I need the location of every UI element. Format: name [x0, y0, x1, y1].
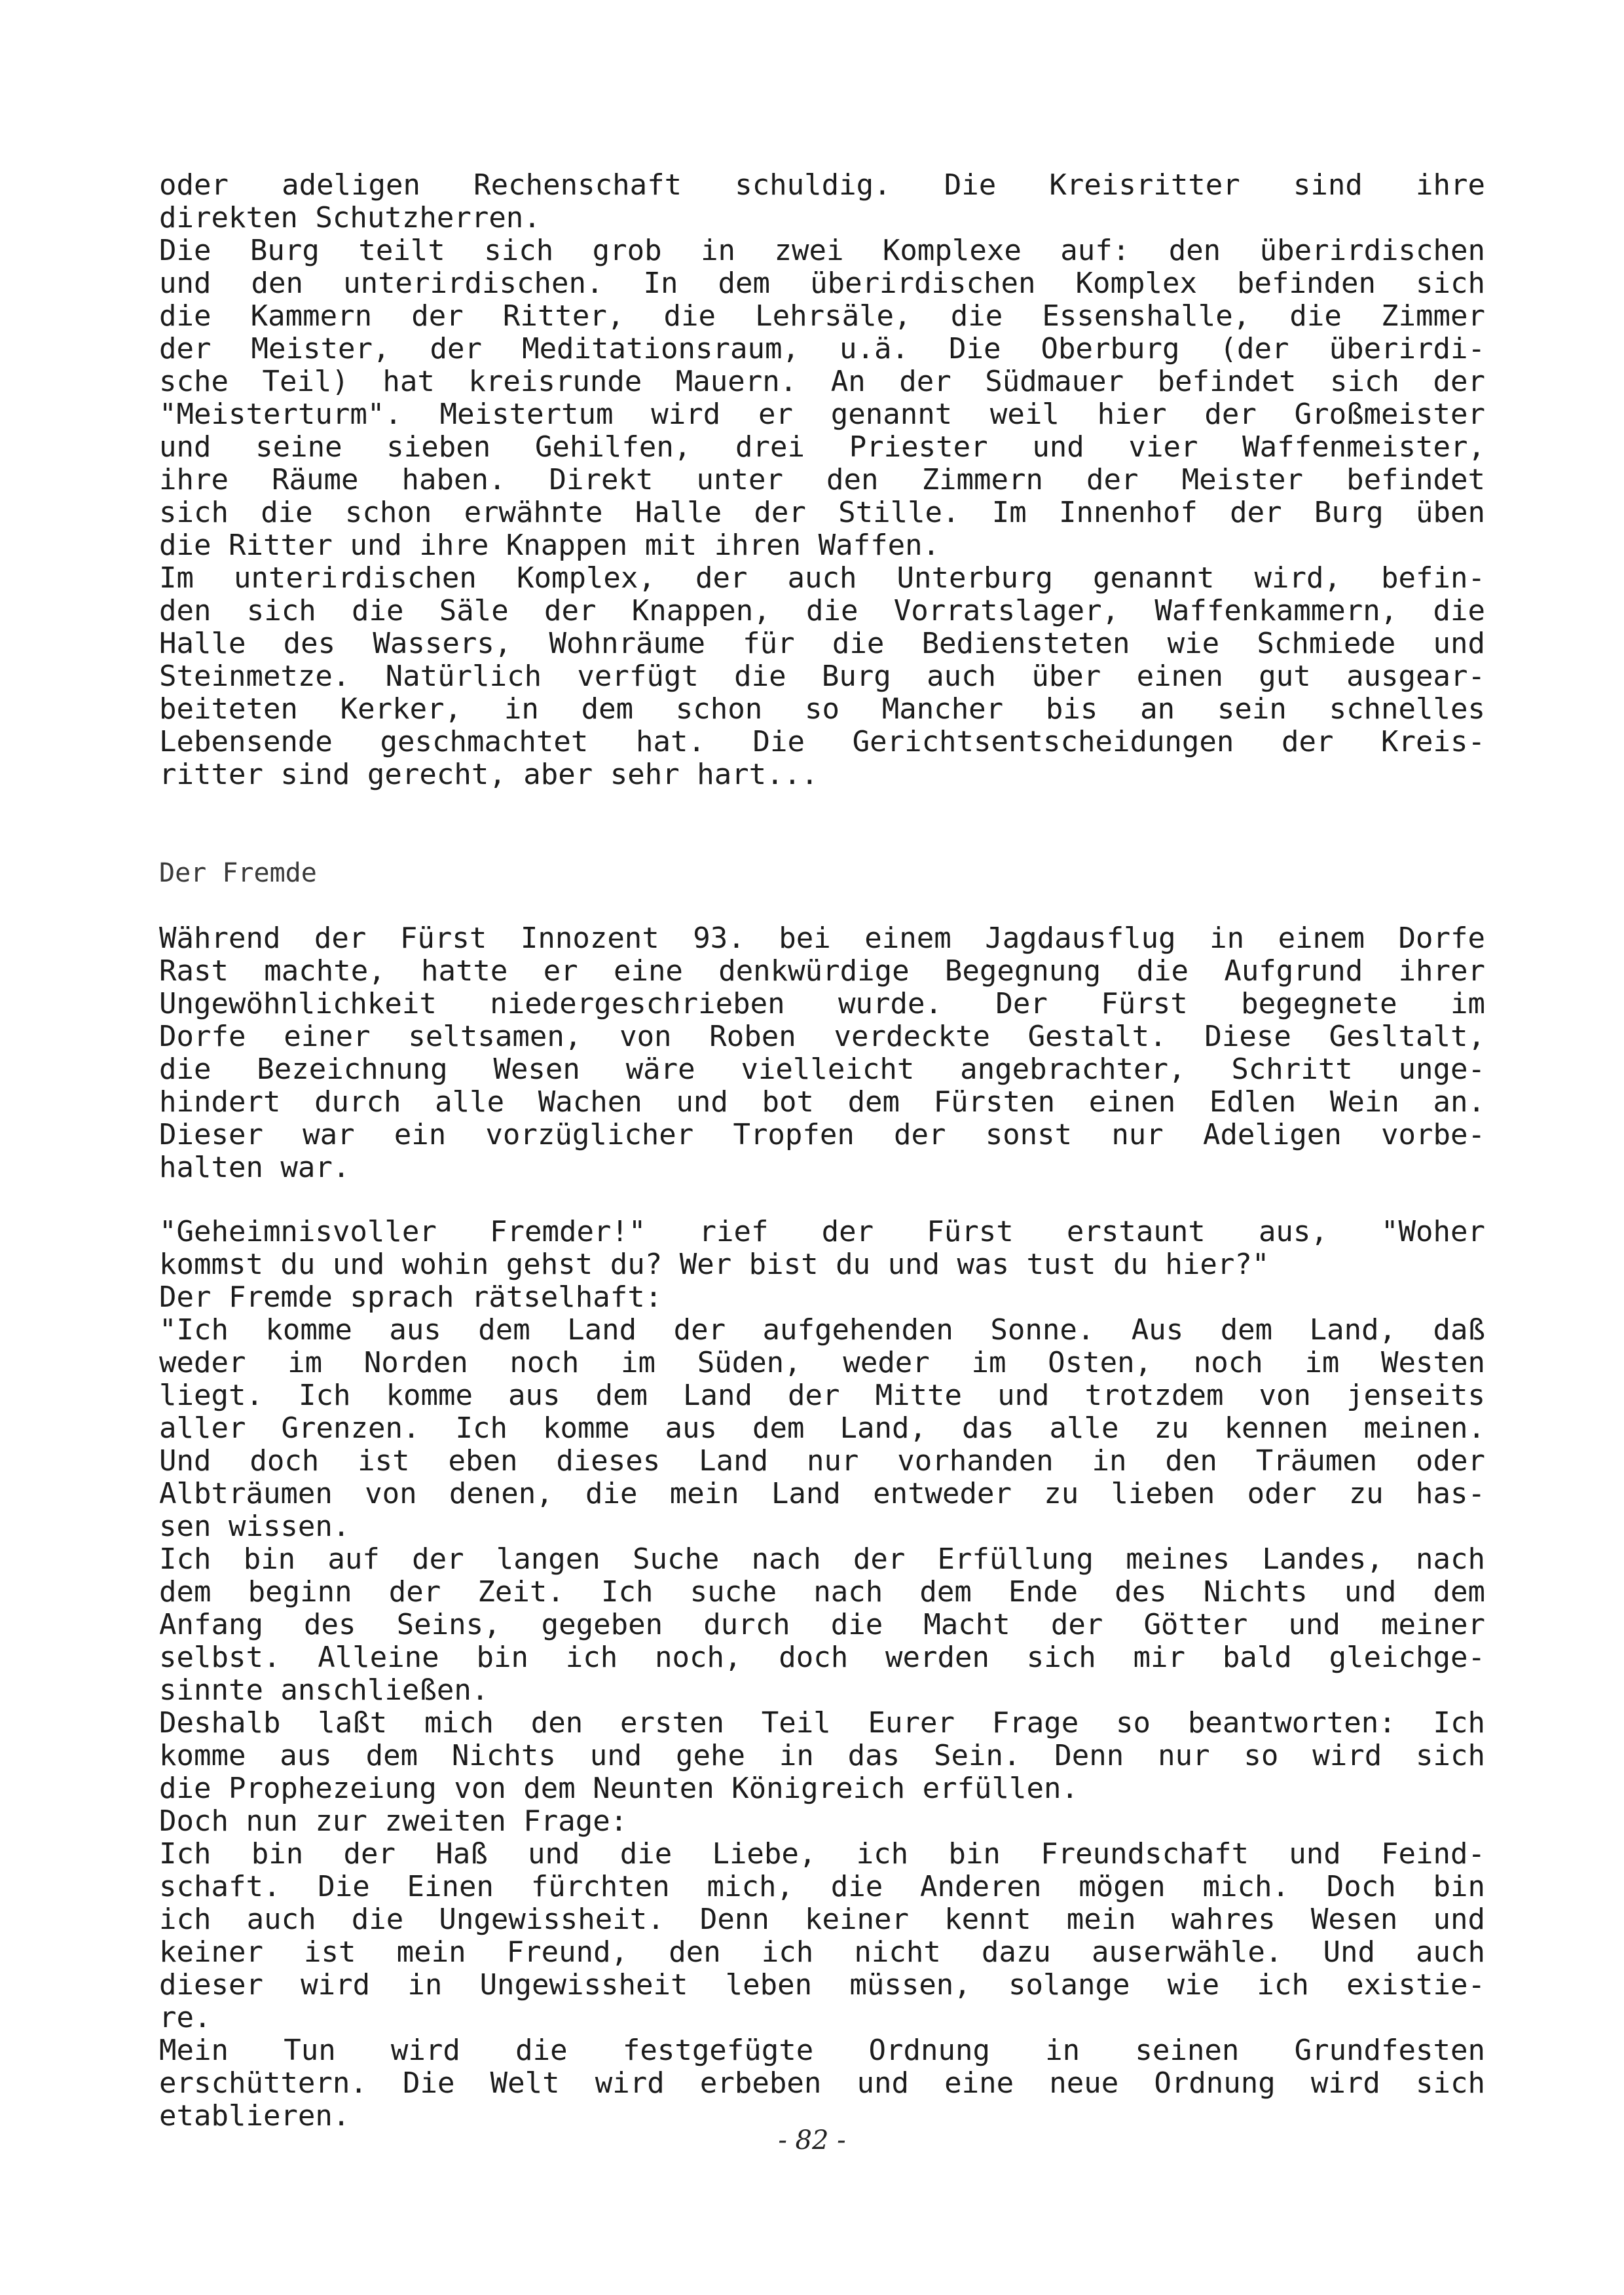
text-line: ritter sind gerecht, aber sehr hart...: [159, 758, 819, 791]
text-line: etablieren.: [159, 2099, 350, 2133]
text-line: aller Grenzen. Ich komme aus dem Land, das alle zu kennen meinen.: [159, 1411, 1485, 1445]
text-line: erschüttern. Die Welt wird erbeben und eine neue Ordnung wird sich: [159, 2066, 1485, 2100]
text-line: direkten Schutzherren.: [159, 201, 541, 234]
text-line: Dieser war ein vorzüglicher Tropfen der sonst nur Adeligen vorbe-: [159, 1118, 1485, 1151]
text-line: Die Burg teilt sich grob in zwei Komplexe auf: den überirdischen: [159, 234, 1485, 267]
text-line: beiteten Kerker, in dem schon so Mancher bis an sein schnelles: [159, 692, 1485, 726]
text-line: Rast machte, hatte er eine denkwürdige Begegnung die Aufgrund ihrer: [159, 954, 1485, 988]
text-line: "Geheimnisvoller Fremder!" rief der Fürst erstaunt aus, "Woher: [159, 1215, 1485, 1248]
text-line: halten war.: [159, 1151, 350, 1184]
text-line: die Bezeichnung Wesen wäre vielleicht angebrachter, Schritt unge-: [159, 1053, 1485, 1086]
text-line: Und doch ist eben dieses Land nur vorhanden in den Träumen oder: [159, 1444, 1485, 1478]
text-line: weder im Norden noch im Süden, weder im Osten, noch im Westen: [159, 1346, 1485, 1379]
page-number: - 82 -: [778, 2125, 846, 2155]
document-page: [159, 169, 1485, 2133]
paragraph-fremde-dialog: [159, 1216, 1485, 2133]
text-line: ihre Räume haben. Direkt unter den Zimmern der Meister befindet: [159, 463, 1485, 496]
text-line: sich die schon erwähnte Halle der Stille. Im Innenhof der Burg üben: [159, 496, 1485, 529]
text-line: selbst. Alleine bin ich noch, doch werden sich mir bald gleichge-: [159, 1641, 1485, 1674]
paragraph-fremde-intro: [159, 922, 1485, 1184]
text-line: und den unterirdischen. In dem überirdischen Komplex befinden sich: [159, 267, 1485, 300]
text-line: sche Teil) hat kreisrunde Mauern. An der Südmauer befindet sich der: [159, 365, 1485, 398]
text-line: der Meister, der Meditationsraum, u.ä. Die Oberburg (der überirdi-: [159, 332, 1485, 365]
text-line: Während der Fürst Innozent 93. bei einem Jagdausflug in einem Dorfe: [159, 922, 1485, 955]
text-line: "Meisterturm". Meistertum wird er genannt weil hier der Großmeister: [159, 398, 1485, 431]
text-line: keiner ist mein Freund, den ich nicht dazu auserwähle. Und auch: [159, 1935, 1485, 1969]
text-line: Dorfe einer seltsamen, von Roben verdeckte Gestalt. Diese Gesltalt,: [159, 1020, 1485, 1053]
text-line: Steinmetze. Natürlich verfügt die Burg auch über einen gut ausgear-: [159, 660, 1485, 693]
text-line: die Ritter und ihre Knappen mit ihren Waffen.: [159, 529, 940, 562]
text-line: Lebensende geschmachtet hat. Die Gerichtsentscheidungen der Kreis-: [159, 725, 1485, 758]
text-line: kommst du und wohin gehst du? Wer bist du und was tust du hier?": [159, 1248, 1270, 1281]
text-line: Ich bin der Haß und die Liebe, ich bin Freundschaft und Feind-: [159, 1837, 1485, 1871]
text-line: Der Fremde sprach rätselhaft:: [159, 1280, 663, 1314]
text-line: Halle des Wassers, Wohnräume für die Bediensteten wie Schmiede und: [159, 627, 1485, 660]
text-line: komme aus dem Nichts und gehe in das Sein. Denn nur so wird sich: [159, 1739, 1485, 1772]
text-line: "Ich komme aus dem Land der aufgehenden Sonne. Aus dem Land, daß: [159, 1313, 1485, 1347]
text-line: Mein Tun wird die festgefügte Ordnung in seinen Grundfesten: [159, 2034, 1485, 2067]
text-line: re.: [159, 2001, 212, 2034]
text-line: ich auch die Ungewissheit. Denn keiner kennt mein wahres Wesen und: [159, 1903, 1485, 1936]
text-line: Albträumen von denen, die mein Land entweder zu lieben oder zu has-: [159, 1477, 1485, 1510]
text-line: Ungewöhnlichkeit niedergeschrieben wurde. Der Fürst begegnete im: [159, 987, 1485, 1020]
text-line: oder adeligen Rechenschaft schuldig. Die Kreisritter sind ihre: [159, 168, 1485, 202]
text-line: hindert durch alle Wachen und bot dem Fürsten einen Edlen Wein an.: [159, 1085, 1485, 1119]
paragraph-burg: [159, 169, 1485, 791]
text-line: und seine sieben Gehilfen, drei Priester und vier Waffenmeister,: [159, 430, 1485, 464]
text-line: liegt. Ich komme aus dem Land der Mitte und trotzdem von jenseits: [159, 1379, 1485, 1412]
text-line: sen wissen.: [159, 1510, 350, 1543]
text-line: Deshalb laßt mich den ersten Teil Eurer Frage so beantworten: Ich: [159, 1706, 1485, 1740]
text-line: Im unterirdischen Komplex, der auch Unterburg genannt wird, befin-: [159, 561, 1485, 595]
text-line: schaft. Die Einen fürchten mich, die Anderen mögen mich. Doch bin: [159, 1870, 1485, 1903]
text-line: die Prophezeiung von dem Neunten Königreich erfüllen.: [159, 1772, 1079, 1805]
section-heading: Der Fremde: [159, 858, 317, 888]
text-line: die Kammern der Ritter, die Lehrsäle, die Essenshalle, die Zimmer: [159, 299, 1485, 333]
text-line: dem beginn der Zeit. Ich suche nach dem Ende des Nichts und dem: [159, 1575, 1485, 1609]
text-line: Anfang des Seins, gegeben durch die Macht der Götter und meiner: [159, 1608, 1485, 1641]
text-line: Doch nun zur zweiten Frage:: [159, 1804, 628, 1838]
text-line: den sich die Säle der Knappen, die Vorratslager, Waffenkammern, die: [159, 594, 1485, 627]
text-line: Ich bin auf der langen Suche nach der Erfüllung meines Landes, nach: [159, 1542, 1485, 1576]
text-line: dieser wird in Ungewissheit leben müssen, solange wie ich existie-: [159, 1968, 1485, 2002]
text-line: sinnte anschließen.: [159, 1673, 489, 1707]
